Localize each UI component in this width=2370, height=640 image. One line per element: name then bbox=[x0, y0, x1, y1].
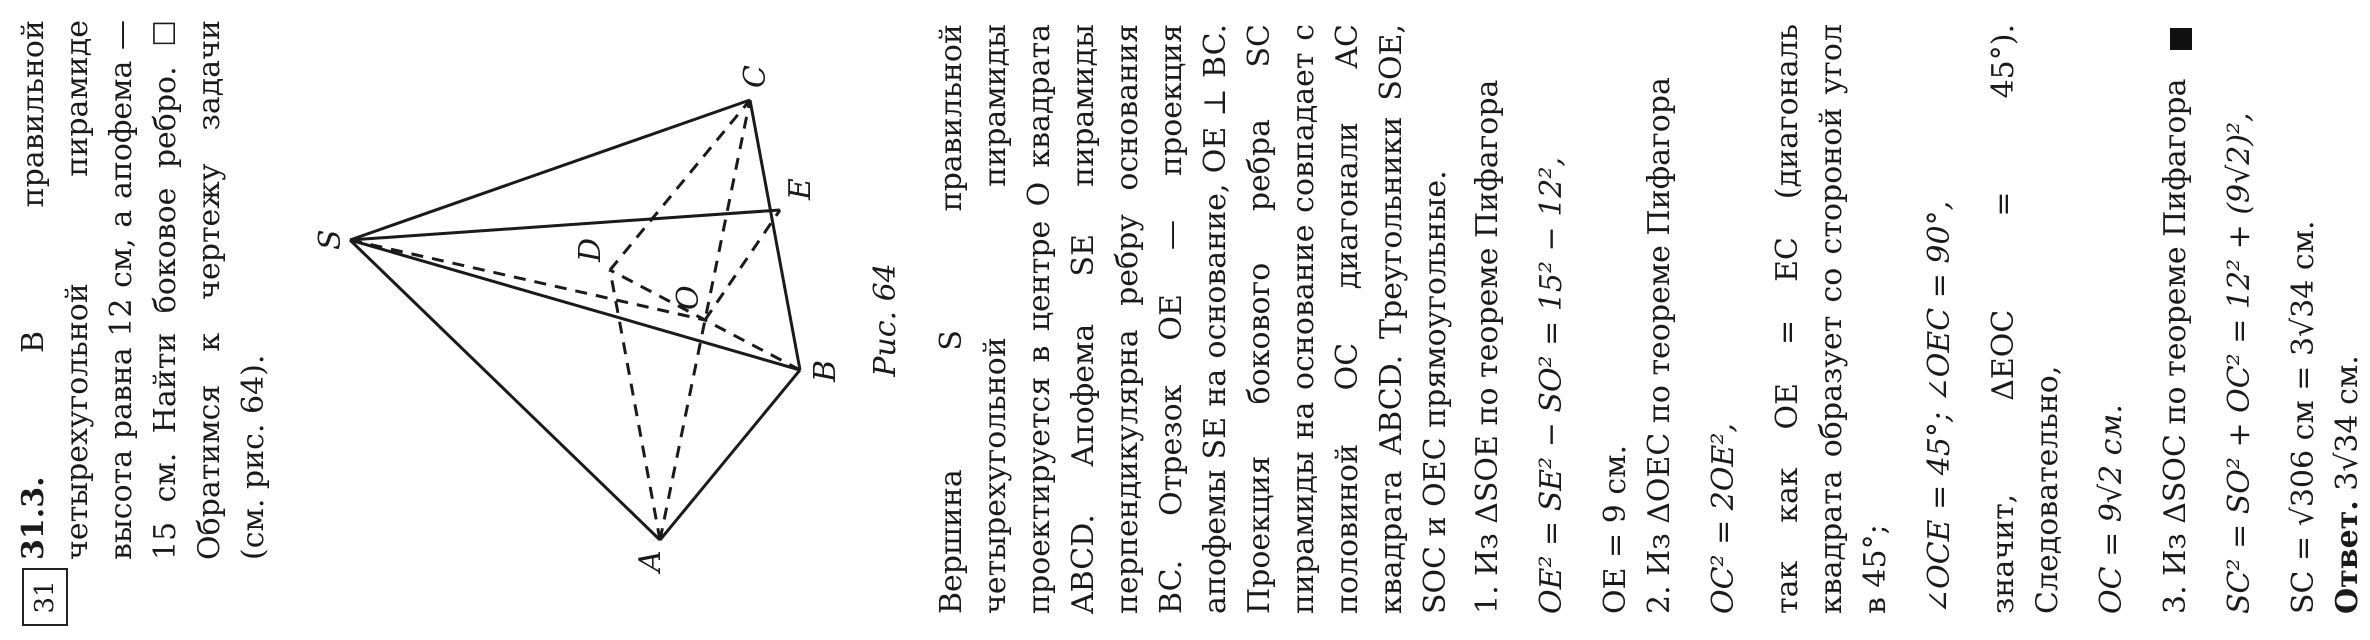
explanation-3: значит, ΔEOC = 45°). Следовательно, bbox=[1986, 24, 2065, 614]
apothem-se bbox=[350, 210, 780, 240]
label-a: A bbox=[633, 550, 668, 572]
answer-label: Ответ. bbox=[2330, 500, 2365, 614]
result-3: SC = √306 см = 3√34 см. bbox=[2286, 220, 2321, 614]
label-s: S bbox=[313, 229, 348, 250]
base-bc bbox=[750, 100, 800, 370]
solution bbox=[930, 24, 2370, 614]
equation-2: OC² = 2OE², bbox=[1706, 423, 1741, 614]
label-c: C bbox=[738, 65, 773, 88]
end-of-solution-mark bbox=[2170, 28, 2192, 50]
solution-intro: Вершина S правильной четырехугольной пирамиды проектируется в центре O квадрата ABCD. Апофема SE пирамиды перпендикулярна ребру основания BC. Отрезок OE — проекция апофемы SE на основание, OE ⊥ BC. Проекция бокового ребра SC пирамиды на основание совпадает с половиной OC диагонали AC квадрата ABCD. Треугольники SOE, SOC и OEC прямоугольные. bbox=[934, 24, 1453, 614]
step-3-text: 3. Из ΔSOC по теореме Пифагора bbox=[2158, 78, 2193, 614]
step-2-text: 2. Из ΔOEC по теореме Пифагора bbox=[1642, 77, 1677, 614]
label-o: O bbox=[671, 285, 706, 310]
figure-caption: Рис. 64 bbox=[868, 263, 903, 377]
edge-sc bbox=[350, 100, 750, 240]
result-1: OE = 9 см. bbox=[1598, 445, 1633, 614]
step-1-text: 1. Из ΔSOE по теореме Пифагора bbox=[1470, 79, 1505, 614]
height-so bbox=[350, 237, 705, 320]
base-ab bbox=[660, 370, 800, 540]
answer-value: 3√34 см. bbox=[2330, 355, 2365, 491]
equation-5: SC² = SO² + OC² = 12² + (9√2)², bbox=[2222, 112, 2257, 614]
pyramid-figure bbox=[300, 0, 860, 640]
label-d: D bbox=[573, 237, 608, 262]
problem-number: 31.3. bbox=[16, 476, 51, 560]
problem-text: В правильной четырехугольной пирамиде высота равна 12 см, а апофема — 15 см. Найти боковое ребро. bbox=[16, 20, 183, 560]
equation-4: OC = 9√2 см. bbox=[2094, 404, 2129, 614]
problem-hint: ☐ Обратимся к чертежу задачи (см. рис. 64). bbox=[148, 20, 271, 560]
problem-statement bbox=[12, 20, 276, 560]
label-e: E bbox=[783, 178, 818, 200]
equation-1: OE² = SE² − SO² = 15² − 12², bbox=[1534, 157, 1569, 614]
explanation-2: так как OE = EC (диагональ квадрата образует со стороной угол в 45°; bbox=[1770, 24, 1893, 614]
label-b: B bbox=[808, 359, 843, 382]
answer bbox=[2326, 24, 2370, 614]
equation-3: ∠OCE = 45°; ∠OEC = 90°, bbox=[1922, 200, 1957, 614]
page-number-box: 31 bbox=[22, 568, 68, 626]
